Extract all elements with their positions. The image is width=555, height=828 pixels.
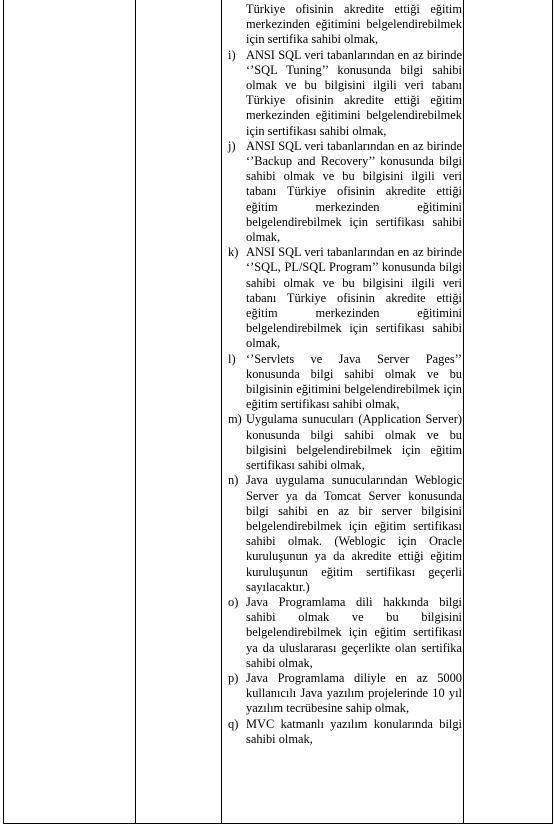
item-marker: n): [228, 473, 239, 488]
item-text: ANSI SQL veri tabanlarından en az birinde ‘’Backup and Recovery’’ konusunda bilgi sahibi olmak ve bu bilgisini ilgili veri tabanı Türkiye ofisinin akredite ettiği eğitim merkezinden eğitimini belgelendirebilmek için sertifikası sahibi olmak,: [246, 138, 462, 245]
list-item: [228, 671, 462, 717]
item-text: Java uygulama sunucularından Weblogic Server ya da Tomcat Server konusunda bilgi sahibi en az bir server bilgisini belgelendirebilmek için eğitim sertifikası sahibi olmak. (Weblogic için Oracle kuruluşunun ya da akredite ettiği eğitim kuruluşunun eğitim sertifikası geçerli sayılacaktır.): [246, 473, 462, 594]
list-item: [228, 48, 462, 139]
item-marker: q): [228, 716, 239, 731]
item-text: Java Programlama diliyle en az 5000 kullanıcılı Java yazılım projelerinde 10 yıl yazılım tecrübesine sahip olmak,: [246, 670, 462, 716]
list-item: [228, 717, 462, 747]
list-item: [228, 473, 462, 595]
item-text: MVC katmanlı yazılım konularında bilgi sahibi olmak,: [246, 716, 462, 746]
item-marker: i): [228, 47, 236, 62]
column-divider: [463, 0, 464, 823]
requirements-cell: [228, 2, 462, 747]
item-text: Java Programlama dili hakkında bilgi sahibi olmak ve bu bilgisini belgelendirebilmek için eğitim sertifikası ya da uluslararası geçerlikte olan sertifika sahibi olmak,: [246, 594, 462, 670]
item-text: ANSI SQL veri tabanlarından en az birinde ‘’SQL, PL/SQL Program’’ konusunda bilgi sahibi olmak ve bu bilgisini ilgili veri tabanı Türkiye ofisinin akredite ettiği eğitim merkezinden eğitimini belgelendirebilmek için sertifikası sahibi olmak,: [246, 245, 462, 351]
item-marker: m): [228, 412, 242, 427]
item-marker: o): [228, 594, 239, 609]
item-text: Uygulama sunucuları (Application Server) konusunda bilgi sahibi olmak ve bu bilgisini belgelendirebilmek için eğitim sertifikası sahibi olmak,: [246, 412, 462, 473]
item-marker: p): [228, 670, 239, 685]
column-divider: [135, 0, 136, 823]
item-text: ANSI SQL veri tabanlarından en az birinde ‘’SQL Tuning’’ konusunda bilgi sahibi olmak ve bu bilgisini ilgili veri tabanı Türkiye ofisinin akredite ettiği eğitim merkezinden eğitimini belgelendirebilmek için sertifikası sahibi olmak,: [246, 47, 462, 138]
list-item: [228, 352, 462, 413]
item-marker: j): [228, 138, 236, 153]
item-text: ‘’Servlets ve Java Server Pages’’ konusunda bilgi sahibi olmak ve bu bilgisinin eğitimini belgelendirebilmek için eğitim sertifikası sahibi olmak,: [246, 351, 462, 412]
column-divider: [221, 0, 222, 823]
continued-item-text: Türkiye ofisinin akredite ettiği eğitim merkezinden eğitimini belgelendirebilmek için sertifika sahibi olmak,: [246, 2, 462, 47]
requirements-table: [3, 0, 553, 824]
item-marker: l): [228, 351, 236, 366]
item-marker: k): [228, 245, 239, 260]
list-item: [228, 139, 462, 245]
list-item: [228, 245, 462, 351]
list-item: [228, 412, 462, 473]
list-item: [228, 595, 462, 671]
